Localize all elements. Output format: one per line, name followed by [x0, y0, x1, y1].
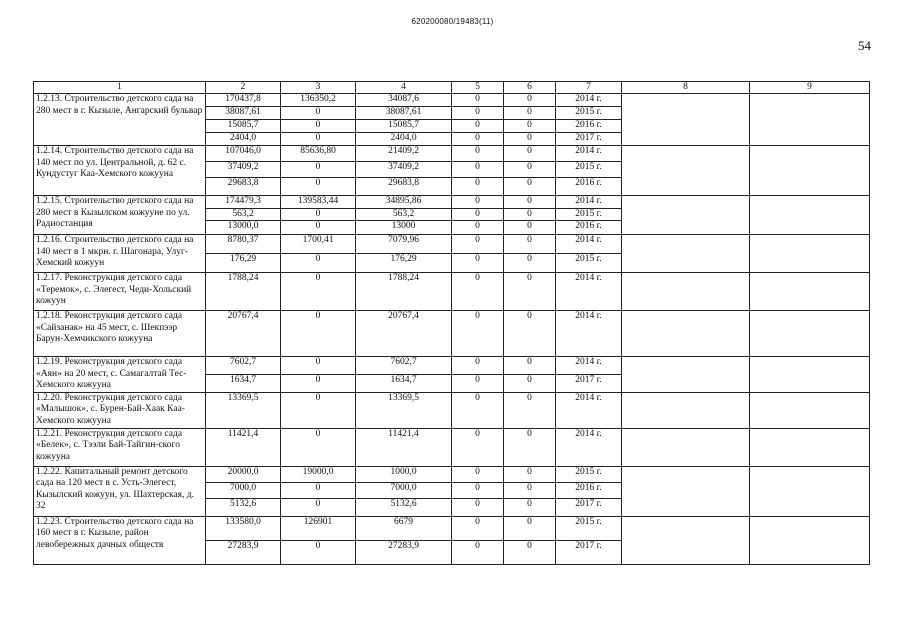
- project-name: 1.2.23. Строительство детского сада на 160 мест в г. Кызыле, район левобережных дачных обществ: [34, 516, 206, 564]
- total-cost-cell: 1634,7: [206, 374, 281, 392]
- column-9-cell: [750, 466, 870, 516]
- table-row: [34, 392, 870, 428]
- total-cost-cell: 5132,6: [206, 498, 281, 516]
- municipal-funds-cell: 0: [452, 392, 504, 428]
- column-9-cell: [750, 235, 870, 273]
- column-9-cell: [750, 273, 870, 311]
- extra-budget-funds-cell: 0: [504, 196, 556, 209]
- column-9-cell: [750, 428, 870, 466]
- table-row: [34, 357, 870, 375]
- regional-funds-cell: 27283,9: [356, 540, 452, 564]
- column-header: 2: [206, 82, 281, 94]
- regional-funds-cell: 21409,2: [356, 146, 452, 162]
- column-header: 8: [622, 82, 750, 94]
- federal-funds-cell: 0: [281, 254, 356, 273]
- year-cell: 2015 г.: [556, 466, 622, 482]
- regional-funds-cell: 29683,8: [356, 178, 452, 196]
- federal-funds-cell: 0: [281, 374, 356, 392]
- extra-budget-funds-cell: 0: [504, 208, 556, 221]
- extra-budget-funds-cell: 0: [504, 428, 556, 466]
- regional-funds-cell: 7000,0: [356, 482, 452, 498]
- year-cell: 2016 г.: [556, 221, 622, 235]
- year-cell: 2017 г.: [556, 133, 622, 146]
- extra-budget-funds-cell: 0: [504, 107, 556, 120]
- municipal-funds-cell: 0: [452, 311, 504, 357]
- federal-funds-cell: 19000,0: [281, 466, 356, 482]
- federal-funds-cell: 136350,2: [281, 94, 356, 107]
- project-name: 1.2.22. Капитальный ремонт детского сада на 120 мест в с. Усть-Элегест, Кызылский кожуун, ул. Шахтерская, д. 32: [34, 466, 206, 516]
- federal-funds-cell: 0: [281, 120, 356, 133]
- federal-funds-cell: 0: [281, 540, 356, 564]
- federal-funds-cell: 0: [281, 208, 356, 221]
- municipal-funds-cell: 0: [452, 273, 504, 311]
- regional-funds-cell: 20767,4: [356, 311, 452, 357]
- column-header: 6: [504, 82, 556, 94]
- federal-funds-cell: 85636,80: [281, 146, 356, 162]
- year-cell: 2014 г.: [556, 273, 622, 311]
- federal-funds-cell: 126901: [281, 516, 356, 540]
- regional-funds-cell: 13369,5: [356, 392, 452, 428]
- municipal-funds-cell: 0: [452, 374, 504, 392]
- column-8-cell: [622, 357, 750, 393]
- total-cost-cell: 20000,0: [206, 466, 281, 482]
- year-cell: 2016 г.: [556, 482, 622, 498]
- total-cost-cell: 563,2: [206, 208, 281, 221]
- year-cell: 2016 г.: [556, 178, 622, 196]
- column-header: 9: [750, 82, 870, 94]
- table-body: [34, 82, 870, 565]
- federal-funds-cell: 139583,44: [281, 196, 356, 209]
- regional-funds-cell: 1634,7: [356, 374, 452, 392]
- federal-funds-cell: 0: [281, 273, 356, 311]
- column-8-cell: [622, 392, 750, 428]
- municipal-funds-cell: 0: [452, 178, 504, 196]
- year-cell: 2014 г.: [556, 392, 622, 428]
- regional-funds-cell: 38087,61: [356, 107, 452, 120]
- column-8-cell: [622, 146, 750, 196]
- federal-funds-cell: 0: [281, 357, 356, 375]
- municipal-funds-cell: 0: [452, 107, 504, 120]
- year-cell: 2014 г.: [556, 357, 622, 375]
- total-cost-cell: 170437,8: [206, 94, 281, 107]
- year-cell: 2015 г.: [556, 254, 622, 273]
- project-name: 1.2.18. Реконструкция детского сада «Сайзанак» на 45 мест, с. Шекпээр Барун-Хемчикского кожууна: [34, 311, 206, 357]
- extra-budget-funds-cell: 0: [504, 94, 556, 107]
- federal-funds-cell: 0: [281, 221, 356, 235]
- column-8-cell: [622, 428, 750, 466]
- project-name: 1.2.19. Реконструкция детского сада «Аян» на 20 мест, с. Самагалтай Тес-Хемского кожууна: [34, 357, 206, 393]
- extra-budget-funds-cell: 0: [504, 392, 556, 428]
- federal-funds-cell: 0: [281, 311, 356, 357]
- table-row: [34, 311, 870, 357]
- year-cell: 2014 г.: [556, 235, 622, 254]
- regional-funds-cell: 2404,0: [356, 133, 452, 146]
- total-cost-cell: 8780,37: [206, 235, 281, 254]
- regional-funds-cell: 11421,4: [356, 428, 452, 466]
- municipal-funds-cell: 0: [452, 516, 504, 540]
- extra-budget-funds-cell: 0: [504, 466, 556, 482]
- municipal-funds-cell: 0: [452, 466, 504, 482]
- total-cost-cell: 176,29: [206, 254, 281, 273]
- municipal-funds-cell: 0: [452, 482, 504, 498]
- total-cost-cell: 20767,4: [206, 311, 281, 357]
- column-9-cell: [750, 516, 870, 564]
- extra-budget-funds-cell: 0: [504, 374, 556, 392]
- project-name: 1.2.17. Реконструкция детского сада «Теремок», с. Элегест, Чеди-Хольский кожуун: [34, 273, 206, 311]
- federal-funds-cell: 1700,41: [281, 235, 356, 254]
- year-cell: 2016 г.: [556, 120, 622, 133]
- column-8-cell: [622, 94, 750, 146]
- total-cost-cell: 11421,4: [206, 428, 281, 466]
- municipal-funds-cell: 0: [452, 540, 504, 564]
- document-id: 620200080/19483(11): [411, 17, 494, 26]
- total-cost-cell: 37409,2: [206, 162, 281, 178]
- extra-budget-funds-cell: 0: [504, 311, 556, 357]
- table-row: [34, 146, 870, 162]
- project-name: 1.2.16. Строительство детского сада на 140 мест в 1 мкрн. г. Шагонара, Улуг-Хемский кожуун: [34, 235, 206, 273]
- year-cell: 2015 г.: [556, 162, 622, 178]
- municipal-funds-cell: 0: [452, 196, 504, 209]
- regional-funds-cell: 34895,86: [356, 196, 452, 209]
- municipal-funds-cell: 0: [452, 94, 504, 107]
- federal-funds-cell: 0: [281, 162, 356, 178]
- regional-funds-cell: 6679: [356, 516, 452, 540]
- municipal-funds-cell: 0: [452, 221, 504, 235]
- table-row: [34, 428, 870, 466]
- project-name: 1.2.21. Реконструкция детского сада «Белек», с. Тээли Бай-Тайгин-ского кожууна: [34, 428, 206, 466]
- total-cost-cell: 13000,0: [206, 221, 281, 235]
- column-header: 4: [356, 82, 452, 94]
- regional-funds-cell: 7602,7: [356, 357, 452, 375]
- regional-funds-cell: 7079,96: [356, 235, 452, 254]
- year-cell: 2014 г.: [556, 428, 622, 466]
- project-name: 1.2.20. Реконструкция детского сада «Малышок», с. Бурен-Бай-Хаак Каа-Хемского кожууна: [34, 392, 206, 428]
- column-header: 1: [34, 82, 206, 94]
- municipal-funds-cell: 0: [452, 357, 504, 375]
- column-header: 7: [556, 82, 622, 94]
- regional-funds-cell: 15085,7: [356, 120, 452, 133]
- federal-funds-cell: 0: [281, 133, 356, 146]
- column-8-cell: [622, 235, 750, 273]
- year-cell: 2017 г.: [556, 374, 622, 392]
- extra-budget-funds-cell: 0: [504, 273, 556, 311]
- column-9-cell: [750, 146, 870, 196]
- regional-funds-cell: 176,29: [356, 254, 452, 273]
- year-cell: 2015 г.: [556, 107, 622, 120]
- year-cell: 2017 г.: [556, 540, 622, 564]
- table-row: [34, 235, 870, 254]
- table-row: [34, 516, 870, 540]
- regional-funds-cell: 1000,0: [356, 466, 452, 482]
- federal-funds-cell: 0: [281, 498, 356, 516]
- total-cost-cell: 7602,7: [206, 357, 281, 375]
- total-cost-cell: 174479,3: [206, 196, 281, 209]
- extra-budget-funds-cell: 0: [504, 162, 556, 178]
- federal-funds-cell: 0: [281, 428, 356, 466]
- total-cost-cell: 38087,61: [206, 107, 281, 120]
- column-8-cell: [622, 466, 750, 516]
- municipal-funds-cell: 0: [452, 162, 504, 178]
- municipal-funds-cell: 0: [452, 133, 504, 146]
- extra-budget-funds-cell: 0: [504, 516, 556, 540]
- total-cost-cell: 2404,0: [206, 133, 281, 146]
- column-8-cell: [622, 273, 750, 311]
- total-cost-cell: 1788,24: [206, 273, 281, 311]
- extra-budget-funds-cell: 0: [504, 254, 556, 273]
- federal-funds-cell: 0: [281, 178, 356, 196]
- total-cost-cell: 27283,9: [206, 540, 281, 564]
- total-cost-cell: 7000,0: [206, 482, 281, 498]
- municipal-funds-cell: 0: [452, 254, 504, 273]
- year-cell: 2015 г.: [556, 208, 622, 221]
- year-cell: 2014 г.: [556, 94, 622, 107]
- extra-budget-funds-cell: 0: [504, 133, 556, 146]
- municipal-funds-cell: 0: [452, 428, 504, 466]
- extra-budget-funds-cell: 0: [504, 146, 556, 162]
- project-name: 1.2.13. Строительство детского сада на 280 мест в г. Кызыле, Ангарский бульвар: [34, 94, 206, 146]
- table-row: [34, 196, 870, 209]
- municipal-funds-cell: 0: [452, 120, 504, 133]
- year-cell: 2014 г.: [556, 196, 622, 209]
- extra-budget-funds-cell: 0: [504, 235, 556, 254]
- table-row: [34, 466, 870, 482]
- column-9-cell: [750, 311, 870, 357]
- total-cost-cell: 15085,7: [206, 120, 281, 133]
- federal-funds-cell: 0: [281, 482, 356, 498]
- column-header: 5: [452, 82, 504, 94]
- project-name: 1.2.15. Строительство детского сада на 280 мест в Кызылском кожууне по ул. Радиостанция: [34, 196, 206, 235]
- year-cell: 2014 г.: [556, 146, 622, 162]
- column-9-cell: [750, 94, 870, 146]
- regional-funds-cell: 37409,2: [356, 162, 452, 178]
- extra-budget-funds-cell: 0: [504, 120, 556, 133]
- budget-table: [33, 81, 870, 565]
- table-row: [34, 273, 870, 311]
- extra-budget-funds-cell: 0: [504, 482, 556, 498]
- regional-funds-cell: 34087,6: [356, 94, 452, 107]
- column-number-row: [34, 82, 870, 94]
- column-9-cell: [750, 196, 870, 235]
- extra-budget-funds-cell: 0: [504, 540, 556, 564]
- column-9-cell: [750, 392, 870, 428]
- extra-budget-funds-cell: 0: [504, 178, 556, 196]
- page-number: 54: [858, 38, 871, 53]
- total-cost-cell: 13369,5: [206, 392, 281, 428]
- column-8-cell: [622, 516, 750, 564]
- column-8-cell: [622, 311, 750, 357]
- federal-funds-cell: 0: [281, 107, 356, 120]
- regional-funds-cell: 1788,24: [356, 273, 452, 311]
- total-cost-cell: 29683,8: [206, 178, 281, 196]
- year-cell: 2017 г.: [556, 498, 622, 516]
- project-name: 1.2.14. Строительство детского сада на 140 мест по ул. Центральной, д. 62 с. Кундустуг Каа-Хемского кожууна: [34, 146, 206, 196]
- column-9-cell: [750, 357, 870, 393]
- total-cost-cell: 133580,0: [206, 516, 281, 540]
- extra-budget-funds-cell: 0: [504, 357, 556, 375]
- regional-funds-cell: 5132,6: [356, 498, 452, 516]
- regional-funds-cell: 13000: [356, 221, 452, 235]
- year-cell: 2015 г.: [556, 516, 622, 540]
- federal-funds-cell: 0: [281, 392, 356, 428]
- municipal-funds-cell: 0: [452, 498, 504, 516]
- column-8-cell: [622, 196, 750, 235]
- regional-funds-cell: 563,2: [356, 208, 452, 221]
- column-header: 3: [281, 82, 356, 94]
- municipal-funds-cell: 0: [452, 235, 504, 254]
- extra-budget-funds-cell: 0: [504, 221, 556, 235]
- total-cost-cell: 107046,0: [206, 146, 281, 162]
- year-cell: 2014 г.: [556, 311, 622, 357]
- extra-budget-funds-cell: 0: [504, 498, 556, 516]
- table-row: [34, 94, 870, 107]
- municipal-funds-cell: 0: [452, 208, 504, 221]
- municipal-funds-cell: 0: [452, 146, 504, 162]
